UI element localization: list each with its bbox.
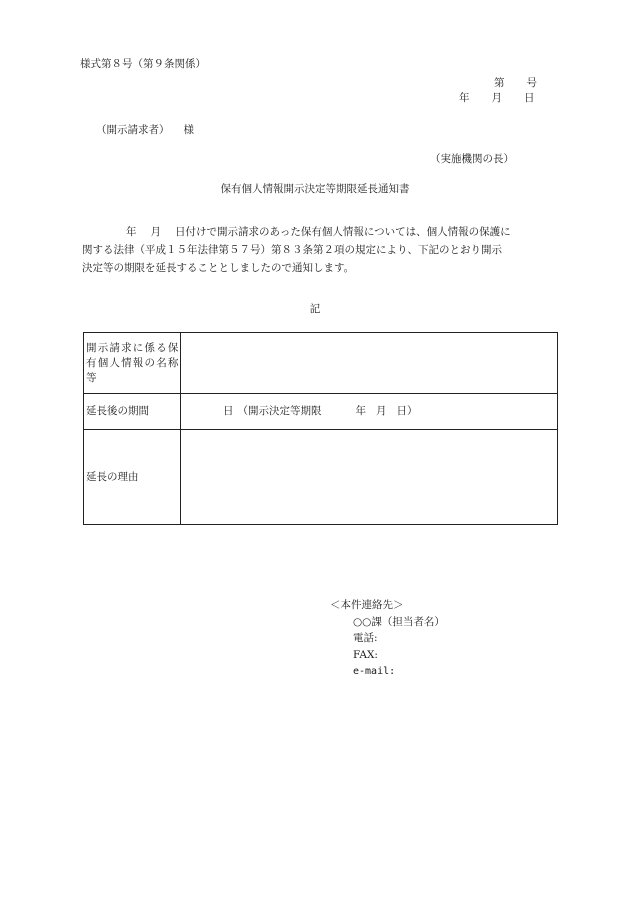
document-number-suffix: 号 xyxy=(526,77,537,89)
date-year: 年 xyxy=(459,92,470,104)
body-line-2: 関する法律（平成１５年法律第５７号）第８３条第２項の規定により、下記のとおり開示 xyxy=(82,244,502,256)
recipient-honorific: 様 xyxy=(183,124,194,136)
contact-email: e-mail: xyxy=(353,666,396,677)
period-date xyxy=(356,404,418,419)
period-note: （開示決定等期限 xyxy=(237,405,322,417)
sender: （実施機関の長） xyxy=(430,153,514,165)
reason-label: 延長の理由 xyxy=(84,430,181,525)
period-month: 月 xyxy=(376,405,387,417)
table-row-subject xyxy=(84,333,558,394)
period-value xyxy=(181,394,558,430)
table-row-period xyxy=(84,394,558,430)
form-number: 様式第８号（第９条関係） xyxy=(80,58,206,70)
body-month: 月 xyxy=(150,226,161,238)
contact-heading: ＜本件連絡先＞ xyxy=(330,599,404,611)
subject-value xyxy=(181,333,558,394)
contact-department: ○○課（担当者名） xyxy=(353,616,445,628)
body-line-1: 日付けで開示請求のあった保有個人情報については、個人情報の保護に xyxy=(175,226,511,238)
period-label: 延長後の期間 xyxy=(84,394,181,430)
contact-fax: FAX: xyxy=(353,649,378,661)
detail-table xyxy=(83,332,558,525)
document-title: 保有個人情報開示決定等期限延長通知書 xyxy=(220,183,410,195)
document-number-prefix: 第 xyxy=(494,77,505,89)
period-day: 日 xyxy=(223,405,234,417)
subject-label: 開示請求に係る保有個人情報の名称等 xyxy=(84,333,181,394)
body-year: 年 xyxy=(126,226,137,238)
reason-value xyxy=(181,430,558,525)
period-year: 年 xyxy=(355,405,366,417)
body-text xyxy=(82,223,552,277)
document-number xyxy=(494,78,537,89)
recipient xyxy=(96,125,194,136)
ki-heading: 記 xyxy=(309,303,321,315)
table-row-reason xyxy=(84,430,558,525)
contact-phone: 電話: xyxy=(353,632,378,644)
period-end: 日） xyxy=(396,405,418,417)
date-month: 月 xyxy=(491,92,502,104)
date-day: 日 xyxy=(524,92,535,104)
body-line-3: 決定等の期限を延長することとしましたので通知します。 xyxy=(82,262,355,274)
document-date xyxy=(459,93,535,104)
recipient-name: （開示請求者） xyxy=(96,124,170,136)
